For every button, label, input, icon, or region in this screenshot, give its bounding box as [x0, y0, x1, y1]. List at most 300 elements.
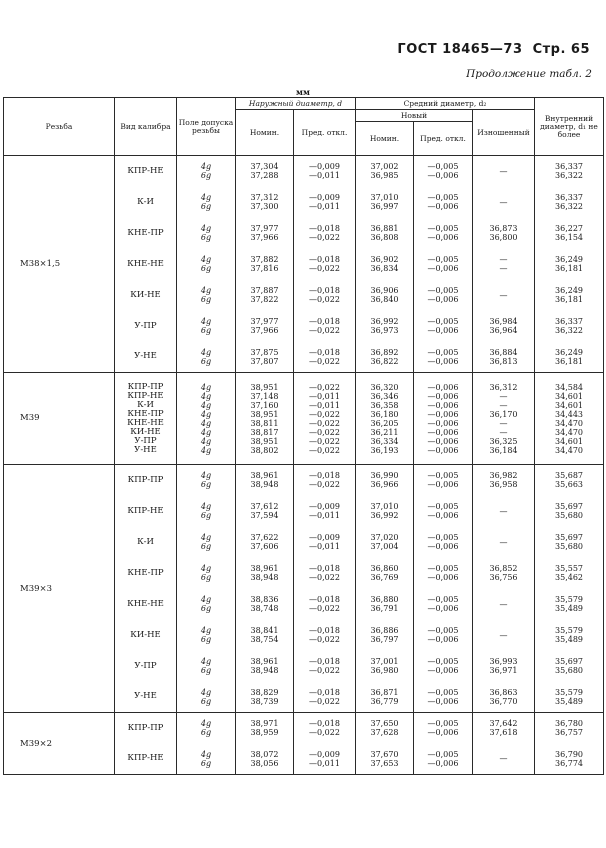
- outer-deviation: [294, 156, 356, 187]
- pitch-deviation-text: —0,005 —0,006: [427, 471, 459, 490]
- pitch-nominal-text: 36,880 36,791: [370, 595, 399, 613]
- outer-deviation: [294, 280, 356, 311]
- outer-deviation-text: —0,018 —0,022: [309, 595, 340, 613]
- outer-nominal: [236, 620, 294, 651]
- outer-nominal-text: 38,961 38,948: [250, 564, 279, 582]
- pitch-deviation-text: —0,005 —0,006: [427, 255, 459, 273]
- gauge-type-text: У-ПР: [134, 320, 157, 331]
- outer-deviation-text: —0,018 —0,022: [309, 687, 340, 706]
- outer-nominal: [236, 682, 294, 713]
- page-number: Стр. 65: [532, 42, 590, 57]
- pitch-nominal-text: 36,881 36,808: [370, 224, 399, 242]
- outer-nominal-text: 37,887 37,822: [250, 286, 279, 304]
- pitch-deviation-text: —0,005 —0,006: [427, 749, 459, 768]
- tolerance-field: [177, 311, 236, 342]
- thread-label: M39×3: [20, 583, 53, 594]
- pitch-deviation-text: —0,005 —0,006: [427, 657, 459, 675]
- pitch-deviation-text: —0,005 —0,006: [427, 533, 459, 551]
- pitch-nominal-text: 36,902 36,834: [370, 255, 399, 273]
- pitch-deviation: [414, 589, 473, 620]
- pitch-deviation-text: —0,005 —0,006: [427, 502, 459, 520]
- pitch-worn-text: —: [499, 537, 508, 547]
- inner-diameter: [535, 682, 604, 713]
- pitch-deviation: [414, 620, 473, 651]
- gauge-type-text: К-И: [137, 196, 154, 207]
- pitch-worn-text: 36,852 36,756: [489, 564, 518, 582]
- outer-nominal: [236, 156, 294, 187]
- inner-diameter-text: 36,337 36,322: [555, 317, 584, 335]
- pitch-nominal: [356, 496, 414, 527]
- pitch-deviation: [414, 311, 473, 342]
- outer-deviation: [294, 465, 356, 496]
- inner-diameter: [535, 589, 604, 620]
- outer-nominal: [236, 713, 294, 744]
- pitch-deviation: [414, 218, 473, 249]
- outer-deviation-text: —0,018 —0,022: [309, 317, 340, 335]
- pitch-deviation: [414, 558, 473, 589]
- gauge-type: [115, 373, 177, 465]
- inner-diameter-text: 34,584 34,601 34,601 34,443 34,470 34,470 34,601 34,470: [555, 382, 584, 455]
- outer-deviation: [294, 187, 356, 218]
- table-row: [4, 465, 604, 496]
- tolerance-field-text: 4g 6g: [200, 687, 212, 706]
- tolerance-field-text: 4g 6g: [200, 533, 212, 551]
- pitch-nominal: [356, 527, 414, 558]
- gauge-type: [115, 589, 177, 620]
- outer-deviation-text: —0,009 —0,011: [309, 162, 340, 181]
- outer-nominal: [236, 311, 294, 342]
- outer-nominal: [236, 496, 294, 527]
- pitch-nominal-text: 36,860 36,769: [370, 564, 399, 582]
- inner-diameter: [535, 527, 604, 558]
- pitch-worn: [473, 249, 535, 280]
- pitch-worn: [473, 156, 535, 187]
- pitch-nominal: [356, 218, 414, 249]
- pitch-worn-text: —: [499, 630, 508, 640]
- thread-label: M39×2: [20, 738, 53, 749]
- tolerance-field-text: 4g 6g: [200, 286, 212, 304]
- gauge-type-text: КПР-ПР: [127, 474, 164, 485]
- pitch-nominal: [356, 713, 414, 744]
- pitch-deviation-text: —0,005 —0,006: [427, 162, 459, 181]
- thread-designation: [4, 156, 115, 373]
- outer-nominal: [236, 280, 294, 311]
- pitch-worn: [473, 280, 535, 311]
- tolerance-field-text: 4g 4g 4g 4g 4g 4g 4g 4g: [200, 382, 212, 455]
- outer-deviation: [294, 651, 356, 682]
- pitch-worn-text: —: [499, 754, 508, 764]
- pitch-nominal-text: 36,892 36,822: [370, 347, 399, 366]
- inner-diameter: [535, 465, 604, 496]
- pitch-nominal-text: 36,871 36,779: [370, 687, 399, 706]
- pitch-worn: [473, 496, 535, 527]
- col-pitch-worn: Изношенный: [473, 110, 535, 156]
- col-inner-diameter: Внутренний диаметр, d₁ не более: [535, 98, 604, 156]
- inner-diameter: [535, 558, 604, 589]
- outer-nominal-text: 37,977 37,966: [250, 224, 279, 242]
- outer-nominal-text: 38,072 38,056: [250, 749, 279, 768]
- pitch-nominal-text: 36,320 36,346 36,358 36,180 36,205 36,211 36,334 36,193: [370, 382, 399, 455]
- outer-deviation: [294, 342, 356, 373]
- doc-number: ГОСТ 18465—73: [397, 42, 523, 57]
- col-pitch-dev: Пред. откл.: [414, 122, 473, 156]
- tolerance-field: [177, 496, 236, 527]
- pitch-worn: [473, 589, 535, 620]
- inner-diameter-text: 35,697 35,680: [555, 533, 584, 551]
- pitch-nominal: [356, 249, 414, 280]
- pitch-nominal: [356, 373, 414, 465]
- inner-diameter: [535, 713, 604, 744]
- gauge-type-text: КНЕ-НЕ: [127, 258, 164, 269]
- inner-diameter-text: 35,579 35,489: [555, 687, 584, 706]
- pitch-nominal-text: 36,990 36,966: [370, 471, 399, 490]
- gauge-type: [115, 496, 177, 527]
- tolerance-field: [177, 156, 236, 187]
- table-row: [4, 713, 604, 744]
- gauge-type-text: КНЕ-НЕ: [127, 598, 164, 609]
- tolerance-field-text: 4g 6g: [200, 626, 212, 644]
- pitch-deviation-text: —0,005 —0,006: [427, 687, 459, 706]
- outer-deviation: [294, 373, 356, 465]
- inner-diameter-text: 36,780 36,757: [555, 719, 584, 738]
- pitch-worn-text: 36,884 36,813: [489, 347, 518, 366]
- pitch-deviation: [414, 496, 473, 527]
- pitch-nominal-text: 37,001 36,980: [370, 657, 399, 675]
- gauge-type: [115, 744, 177, 775]
- outer-deviation: [294, 682, 356, 713]
- pitch-worn-text: 36,312 — — 36,170 — — 36,325 36,184: [489, 382, 518, 455]
- inner-diameter: [535, 187, 604, 218]
- col-outer-diameter: Наружный диаметр, d: [236, 98, 356, 110]
- outer-deviation-text: —0,018 —0,022: [309, 719, 340, 738]
- inner-diameter: [535, 744, 604, 775]
- pitch-worn-text: — —: [499, 255, 508, 273]
- table-continuation: Продолжение табл. 2: [466, 68, 592, 80]
- pitch-nominal: [356, 589, 414, 620]
- pitch-deviation-text: —0,005 —0,006: [427, 317, 459, 335]
- pitch-deviation-text: —0,005 —0,006: [427, 595, 459, 613]
- pitch-deviation: [414, 682, 473, 713]
- inner-diameter-text: 36,337 36,322: [555, 193, 584, 211]
- pitch-deviation: [414, 187, 473, 218]
- table-row: [4, 373, 604, 465]
- outer-nominal-text: 38,971 38,959: [250, 719, 279, 738]
- pitch-worn: [473, 651, 535, 682]
- tolerance-field-text: 4g 6g: [200, 595, 212, 613]
- inner-diameter-text: 35,579 35,489: [555, 626, 584, 644]
- outer-deviation-text: —0,018 —0,022: [309, 286, 340, 304]
- pitch-deviation-text: —0,005 —0,006: [427, 626, 459, 644]
- tolerance-field-text: 4g 6g: [200, 749, 212, 768]
- inner-diameter: [535, 651, 604, 682]
- tolerance-field: [177, 249, 236, 280]
- pitch-nominal: [356, 280, 414, 311]
- pitch-worn: [473, 744, 535, 775]
- gauge-type: [115, 280, 177, 311]
- pitch-deviation: [414, 156, 473, 187]
- inner-diameter: [535, 620, 604, 651]
- pitch-nominal-text: 37,020 37,004: [370, 533, 399, 551]
- tolerance-field-text: 4g 6g: [200, 471, 212, 490]
- pitch-deviation: [414, 713, 473, 744]
- gauge-type: [115, 342, 177, 373]
- col-gauge: Вид калибра: [115, 98, 177, 156]
- tolerance-field-text: 4g 6g: [200, 255, 212, 273]
- pitch-deviation-text: —0,005 —0,006: [427, 224, 459, 242]
- pitch-deviation-text: —0,005 —0,006: [427, 564, 459, 582]
- tolerance-field-text: 4g 6g: [200, 564, 212, 582]
- outer-nominal-text: 37,977 37,966: [250, 317, 279, 335]
- outer-nominal: [236, 527, 294, 558]
- pitch-nominal-text: 37,010 36,992: [370, 502, 399, 520]
- outer-nominal-text: 37,882 37,816: [250, 255, 279, 273]
- gauge-type: [115, 187, 177, 218]
- pitch-deviation-text: —0,005 —0,006: [427, 347, 459, 366]
- pitch-worn: [473, 558, 535, 589]
- gauge-type: [115, 465, 177, 496]
- outer-nominal-text: 38,841 38,754: [250, 626, 279, 644]
- inner-diameter: [535, 311, 604, 342]
- outer-nominal: [236, 465, 294, 496]
- tolerance-field: [177, 465, 236, 496]
- tolerance-field: [177, 218, 236, 249]
- pitch-worn-text: —: [499, 197, 508, 207]
- pitch-deviation: [414, 527, 473, 558]
- thread-designation: [4, 465, 115, 713]
- outer-deviation-text: —0,018 —0,022: [309, 657, 340, 675]
- pitch-nominal-text: 37,670 37,653: [370, 749, 399, 768]
- outer-deviation: [294, 620, 356, 651]
- outer-deviation: [294, 713, 356, 744]
- gauge-type: [115, 156, 177, 187]
- gauge-type: [115, 527, 177, 558]
- pitch-worn: [473, 311, 535, 342]
- inner-diameter: [535, 280, 604, 311]
- tolerance-field: [177, 713, 236, 744]
- tolerance-field-text: 4g 6g: [200, 193, 212, 211]
- inner-diameter: [535, 342, 604, 373]
- tolerance-field: [177, 651, 236, 682]
- gauge-type-text: У-ПР: [134, 660, 157, 671]
- col-pitch-nom: Номин.: [356, 122, 414, 156]
- pitch-nominal: [356, 465, 414, 496]
- gauge-type: [115, 620, 177, 651]
- outer-nominal-text: 37,312 37,300: [250, 193, 279, 211]
- pitch-nominal-text: 36,992 36,973: [370, 317, 399, 335]
- inner-diameter-text: 35,697 35,680: [555, 502, 584, 520]
- outer-deviation-text: —0,018 —0,022: [309, 564, 340, 582]
- pitch-nominal: [356, 651, 414, 682]
- tolerance-field-text: 4g 6g: [200, 317, 212, 335]
- gauge-type: [115, 713, 177, 744]
- inner-diameter-text: 36,249 36,181: [555, 255, 584, 273]
- pitch-nominal-text: 36,886 36,797: [370, 626, 399, 644]
- inner-diameter-text: 36,790 36,774: [555, 749, 584, 768]
- gauge-type: [115, 249, 177, 280]
- pitch-nominal: [356, 311, 414, 342]
- outer-deviation: [294, 218, 356, 249]
- inner-diameter-text: 36,249 36,181: [555, 347, 584, 366]
- pitch-nominal: [356, 558, 414, 589]
- outer-deviation-text: —0,009 —0,011: [309, 502, 340, 520]
- tolerance-field: [177, 527, 236, 558]
- tolerance-field-text: 4g 6g: [200, 502, 212, 520]
- inner-diameter-text: 35,687 35,663: [555, 471, 584, 490]
- gauge-type-text: КПР-НЕ: [127, 165, 164, 176]
- inner-diameter-text: 36,249 36,181: [555, 286, 584, 304]
- outer-deviation: [294, 589, 356, 620]
- tolerance-field: [177, 373, 236, 465]
- outer-deviation-text: —0,018 —0,022: [309, 626, 340, 644]
- pitch-worn: [473, 527, 535, 558]
- pitch-nominal-text: 37,010 36,997: [370, 193, 399, 211]
- gauge-type: [115, 682, 177, 713]
- thread-designation-text: M39: [20, 413, 40, 423]
- inner-diameter: [535, 156, 604, 187]
- outer-nominal: [236, 342, 294, 373]
- outer-nominal: [236, 249, 294, 280]
- col-pitch-new: Новый: [356, 110, 473, 122]
- pitch-deviation: [414, 744, 473, 775]
- pitch-worn: [473, 373, 535, 465]
- tolerance-field: [177, 620, 236, 651]
- pitch-deviation: [414, 342, 473, 373]
- inner-diameter: [535, 249, 604, 280]
- pitch-worn-text: 36,982 36,958: [489, 471, 518, 490]
- pitch-worn: [473, 187, 535, 218]
- gauge-type-text: КПР-ПР КПР-НЕ К-И КНЕ-ПР КНЕ-НЕ КИ-НЕ У-ПР У-НЕ: [127, 381, 164, 455]
- thread-label: M38×1,5: [20, 259, 61, 269]
- pitch-worn-text: 37,642 37,618: [489, 719, 518, 738]
- outer-nominal-text: 38,951 37,148 37,160 38,951 38,811 38,817 38,951 38,802: [250, 382, 279, 455]
- gauge-type-text: КИ-НЕ: [130, 629, 161, 640]
- outer-deviation-text: —0,009 —0,011: [309, 749, 340, 768]
- inner-diameter: [535, 496, 604, 527]
- gauge-type-text: У-НЕ: [134, 351, 157, 362]
- inner-diameter: [535, 218, 604, 249]
- inner-diameter-text: 36,227 36,154: [555, 224, 584, 242]
- pitch-nominal-text: 37,002 36,985: [370, 162, 399, 181]
- outer-nominal: [236, 589, 294, 620]
- tolerance-field: [177, 558, 236, 589]
- tolerance-field-text: 4g 6g: [200, 224, 212, 242]
- outer-deviation: [294, 558, 356, 589]
- pitch-deviation: [414, 651, 473, 682]
- pitch-nominal: [356, 620, 414, 651]
- gauge-type-text: КПР-НЕ: [127, 505, 164, 516]
- gauge-type-text: К-И: [137, 536, 154, 547]
- tolerance-field-text: 4g 6g: [200, 347, 212, 366]
- outer-deviation-text: —0,018 —0,022: [309, 224, 340, 242]
- gauge-type-text: КНЕ-ПР: [127, 227, 164, 238]
- pitch-deviation: [414, 249, 473, 280]
- pitch-worn-text: —: [499, 290, 508, 300]
- outer-nominal-text: 37,304 37,288: [250, 162, 279, 181]
- gauge-type-text: КПР-НЕ: [127, 753, 164, 764]
- tolerance-field: [177, 682, 236, 713]
- pitch-deviation: [414, 373, 473, 465]
- tolerance-field: [177, 744, 236, 775]
- outer-nominal: [236, 651, 294, 682]
- pitch-nominal: [356, 744, 414, 775]
- pitch-nominal: [356, 187, 414, 218]
- gauge-type-text: КПР-ПР: [127, 722, 164, 733]
- pitch-nominal-text: 37,650 37,628: [370, 719, 399, 738]
- outer-nominal-text: 38,961 38,948: [250, 657, 279, 675]
- outer-nominal-text: 37,612 37,594: [250, 502, 279, 520]
- outer-nominal: [236, 218, 294, 249]
- tolerance-field-text: 4g 6g: [200, 162, 212, 181]
- inner-diameter-text: 35,557 35,462: [555, 564, 584, 582]
- outer-deviation-text: —0,022 —0,011 —0,011 —0,022 —0,022 —0,022 —0,022 —0,022: [309, 382, 340, 455]
- gauge-type: [115, 651, 177, 682]
- tolerance-field-text: 4g 6g: [200, 657, 212, 675]
- pitch-deviation-text: —0,006 —0,006 —0,006 —0,006 —0,006 —0,006 —0,006 —0,006: [427, 382, 459, 455]
- gauge-type: [115, 311, 177, 342]
- tolerance-field-text: 4g 6g: [200, 719, 212, 738]
- thread-designation: [4, 713, 115, 775]
- pitch-nominal: [356, 156, 414, 187]
- outer-nominal: [236, 373, 294, 465]
- pitch-worn: [473, 713, 535, 744]
- pitch-worn: [473, 342, 535, 373]
- pitch-deviation: [414, 280, 473, 311]
- col-tolerance: Поле допуска резьбы: [177, 98, 236, 156]
- outer-deviation-text: —0,009 —0,011: [309, 533, 340, 551]
- col-outer-nom: Номин.: [236, 110, 294, 156]
- page-header: [397, 42, 590, 57]
- outer-nominal: [236, 558, 294, 589]
- pitch-deviation-text: —0,005 —0,006: [427, 193, 459, 211]
- outer-deviation: [294, 744, 356, 775]
- unit-label: мм: [296, 87, 310, 97]
- outer-deviation: [294, 527, 356, 558]
- pitch-worn: [473, 465, 535, 496]
- inner-diameter: [535, 373, 604, 465]
- inner-diameter-text: 36,337 36,322: [555, 162, 584, 181]
- tolerance-field: [177, 280, 236, 311]
- pitch-worn-text: 36,863 36,770: [489, 687, 518, 706]
- tolerance-field: [177, 187, 236, 218]
- outer-nominal-text: 38,836 38,748: [250, 595, 279, 613]
- gauge-type-text: КИ-НЕ: [130, 289, 161, 300]
- pitch-worn-text: 36,984 36,964: [489, 317, 518, 335]
- pitch-worn: [473, 682, 535, 713]
- inner-diameter-text: 35,579 35,489: [555, 595, 584, 613]
- pitch-worn: [473, 620, 535, 651]
- pitch-worn-text: 36,993 36,971: [489, 657, 518, 675]
- outer-deviation: [294, 496, 356, 527]
- outer-deviation: [294, 249, 356, 280]
- col-thread: Резьба: [4, 98, 115, 156]
- outer-deviation-text: —0,009 —0,011: [309, 193, 340, 211]
- pitch-nominal-text: 36,906 36,840: [370, 286, 399, 304]
- outer-deviation: [294, 311, 356, 342]
- pitch-nominal: [356, 342, 414, 373]
- col-pitch-diameter: Средний диаметр, d₂: [356, 98, 535, 110]
- outer-nominal: [236, 187, 294, 218]
- pitch-worn-text: —: [499, 599, 508, 609]
- outer-deviation-text: —0,018 —0,022: [309, 347, 340, 366]
- tolerance-field: [177, 342, 236, 373]
- pitch-worn-text: —: [499, 166, 508, 176]
- outer-deviation-text: —0,018 —0,022: [309, 255, 340, 273]
- pitch-deviation: [414, 465, 473, 496]
- pitch-worn: [473, 218, 535, 249]
- pitch-worn-text: —: [499, 506, 508, 516]
- outer-nominal-text: 38,961 38,948: [250, 471, 279, 490]
- gauge-type-text: КНЕ-ПР: [127, 567, 164, 578]
